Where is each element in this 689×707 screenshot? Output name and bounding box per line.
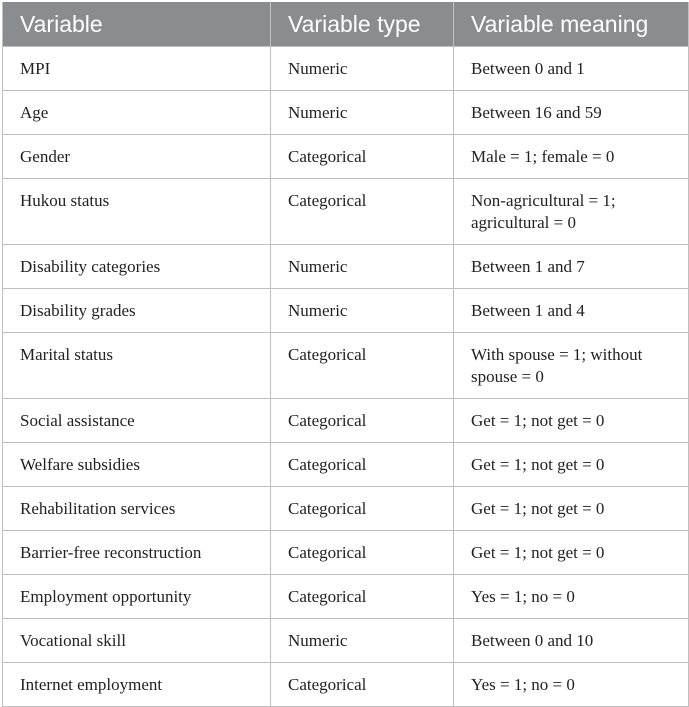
cell-variable-type: Categorical (271, 663, 454, 707)
cell-variable-type: Categorical (271, 333, 454, 399)
variables-table (2, 2, 689, 707)
cell-variable-meaning: Get = 1; not get = 0 (454, 399, 689, 443)
cell-variable-meaning: Yes = 1; no = 0 (454, 663, 689, 707)
table-row (3, 619, 689, 663)
cell-variable-type: Categorical (271, 575, 454, 619)
cell-variable: Rehabilitation services (3, 487, 271, 531)
table-row (3, 47, 689, 91)
cell-variable-type: Categorical (271, 487, 454, 531)
header-variable-meaning: Variable meaning (454, 2, 689, 47)
table-row (3, 333, 689, 399)
table-row (3, 289, 689, 333)
table-row (3, 135, 689, 179)
cell-variable-meaning: Between 1 and 7 (454, 245, 689, 289)
header-variable-type: Variable type (271, 2, 454, 47)
cell-variable-meaning: Between 1 and 4 (454, 289, 689, 333)
cell-variable-meaning: Between 0 and 10 (454, 619, 689, 663)
cell-variable: Disability grades (3, 289, 271, 333)
table-row (3, 531, 689, 575)
cell-variable-type: Numeric (271, 289, 454, 333)
cell-variable-meaning: Get = 1; not get = 0 (454, 443, 689, 487)
cell-variable-meaning: Non-agricultural = 1; agricultural = 0 (454, 179, 689, 245)
table-row (3, 663, 689, 707)
table-row (3, 443, 689, 487)
cell-variable: Employment opportunity (3, 575, 271, 619)
cell-variable: Marital status (3, 333, 271, 399)
cell-variable: MPI (3, 47, 271, 91)
cell-variable: Vocational skill (3, 619, 271, 663)
cell-variable-meaning: Male = 1; female = 0 (454, 135, 689, 179)
cell-variable-meaning: Between 16 and 59 (454, 91, 689, 135)
cell-variable-type: Numeric (271, 619, 454, 663)
cell-variable: Barrier-free reconstruction (3, 531, 271, 575)
table-row (3, 179, 689, 245)
cell-variable-type: Categorical (271, 179, 454, 245)
cell-variable: Internet employment (3, 663, 271, 707)
cell-variable: Gender (3, 135, 271, 179)
table-header-row (3, 2, 689, 47)
table-row (3, 91, 689, 135)
cell-variable-meaning: With spouse = 1; without spouse = 0 (454, 333, 689, 399)
cell-variable: Disability categories (3, 245, 271, 289)
cell-variable: Welfare subsidies (3, 443, 271, 487)
cell-variable-type: Categorical (271, 531, 454, 575)
cell-variable: Age (3, 91, 271, 135)
cell-variable: Hukou status (3, 179, 271, 245)
cell-variable-type: Categorical (271, 399, 454, 443)
cell-variable-meaning: Yes = 1; no = 0 (454, 575, 689, 619)
table-row (3, 399, 689, 443)
header-variable: Variable (3, 2, 271, 47)
cell-variable-type: Categorical (271, 135, 454, 179)
cell-variable-meaning: Get = 1; not get = 0 (454, 531, 689, 575)
table-row (3, 487, 689, 531)
cell-variable-meaning: Between 0 and 1 (454, 47, 689, 91)
cell-variable-type: Numeric (271, 47, 454, 91)
cell-variable-meaning: Get = 1; not get = 0 (454, 487, 689, 531)
cell-variable-type: Numeric (271, 91, 454, 135)
table-row (3, 245, 689, 289)
table-row (3, 575, 689, 619)
cell-variable-type: Categorical (271, 443, 454, 487)
cell-variable-type: Numeric (271, 245, 454, 289)
cell-variable: Social assistance (3, 399, 271, 443)
